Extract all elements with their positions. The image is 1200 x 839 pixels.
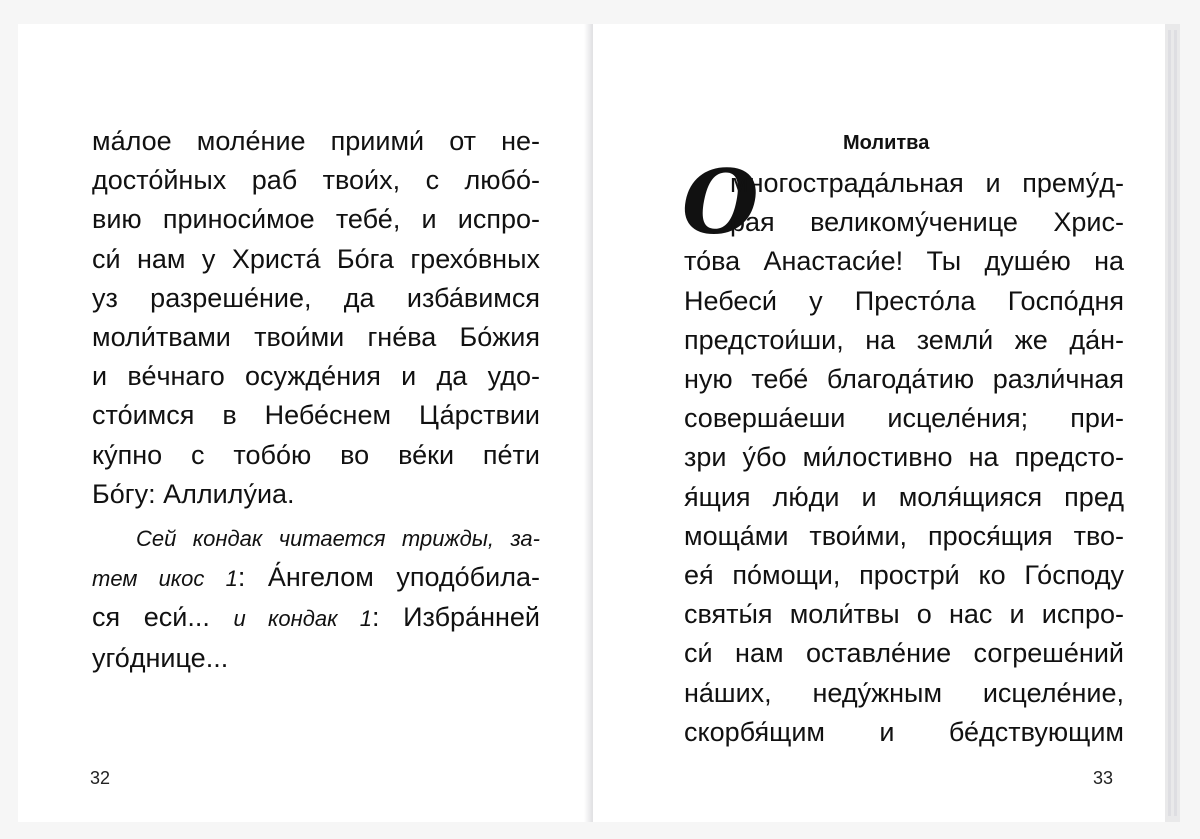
text-line: святы́я моли́твы о нас и испро-	[684, 599, 1124, 630]
page-edge	[1168, 30, 1171, 816]
rubric-line: уго́днице...	[92, 642, 229, 673]
rubric-text: Сей кондак читается трижды, за-	[136, 526, 540, 552]
text-line: на́ших, неду́жным исцеле́ние,	[684, 677, 1124, 708]
left-page-text	[92, 122, 540, 678]
text-run: : Избра́нней	[371, 602, 540, 633]
rubric-note	[92, 518, 540, 678]
page-edge	[1174, 30, 1177, 816]
text-run: ся еси́...	[92, 602, 234, 633]
text-line: си́ нам оставле́ние согреше́ний	[684, 638, 1124, 669]
text-line: Бо́гу: Аллилу́иа.	[92, 478, 295, 509]
text-line: си́ нам у Христа́ Бо́га грехо́вных	[92, 243, 540, 274]
text-line: зри у́бо ми́лостивно на предсто-	[684, 442, 1124, 473]
left-page	[18, 24, 591, 822]
open-book	[18, 24, 1180, 822]
rubric-line	[92, 558, 540, 598]
text-line: моща́ми твои́ми, прося́щия тво-	[684, 520, 1124, 551]
text-line: предстои́ши, на земли́ же да́н-	[684, 324, 1124, 355]
text-line: досто́йных раб твои́х, с любо́-	[92, 165, 540, 196]
text-run: : А́нгелом уподо́била-	[237, 562, 540, 593]
text-line: ея́ по́мощи, простри́ ко Го́споду	[684, 560, 1124, 591]
rubric-line	[92, 518, 540, 558]
text-line: сто́имся в Небе́снем Ца́рствии	[92, 400, 540, 431]
text-line: я́щия лю́ди и моля́щияся пред	[684, 481, 1124, 512]
text-line: многострада́льная и прему́д-	[730, 168, 1124, 198]
text-line: вию приноси́мое тебе́, и испро-	[92, 204, 540, 235]
text-line: ку́пно с тобо́ю во ве́ки пе́ти	[92, 439, 540, 470]
rubric-text: тем икос 1	[92, 566, 238, 592]
text-line: то́ва Анастаси́е! Ты душе́ю на	[684, 246, 1124, 277]
right-page-text	[682, 150, 1124, 752]
text-line: Небеси́ у Престо́ла Госпо́дня	[684, 285, 1124, 316]
page-number: 33	[1093, 768, 1114, 788]
text-line: рая великому́ченице Хрис-	[730, 207, 1124, 238]
text-line: уз разреше́ние, да изба́вимся	[92, 282, 540, 313]
text-line: и ве́чнаго осужде́ния и да удо-	[92, 361, 540, 392]
text-line: моли́твами твои́ми гне́ва Бо́жия	[92, 322, 540, 353]
drop-cap: О	[682, 150, 759, 254]
prayer-heading: Молитва	[843, 132, 930, 154]
text-line: соверша́еши исцеле́ния; при-	[684, 403, 1124, 434]
text-line: скорбя́щим и бе́дствующим	[684, 716, 1124, 747]
rubric-text: и кондак 1	[233, 606, 372, 632]
text-line: ма́лое моле́ние приими́ от не-	[92, 126, 540, 156]
rubric-line	[92, 598, 540, 638]
text-line: ную тебе́ благода́тию разли́чная	[684, 364, 1124, 395]
page-number: 32	[90, 768, 111, 788]
right-page	[592, 24, 1165, 822]
